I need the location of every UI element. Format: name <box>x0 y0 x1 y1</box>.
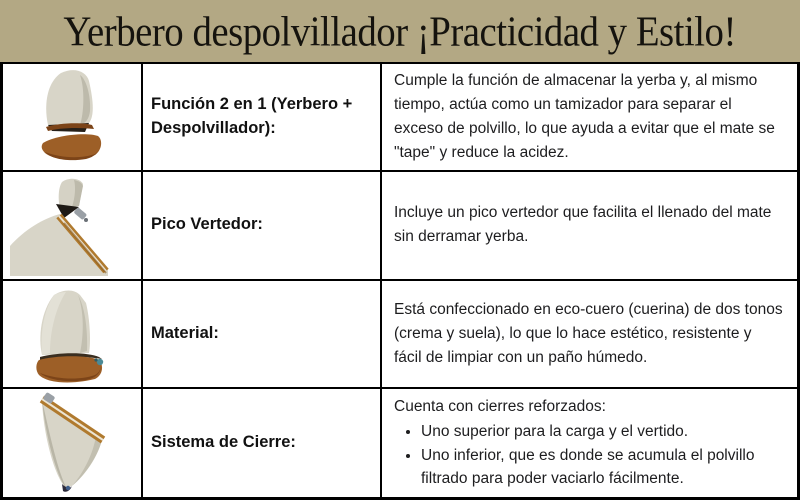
feature-bullet: • Uno superior para la carga y el vertido. <box>421 420 783 443</box>
table-row-2-desc-cell <box>382 172 797 280</box>
feature-label: Sistema de Cierre: <box>151 432 296 451</box>
feature-bullet: • Uno inferior, que es donde se acumula el polvillo filtrado para poder vaciarlo fácilmente. <box>421 444 783 491</box>
feature-description: Incluye un pico vertedor que facilita el llenado del mate sin derramar yerba. <box>394 204 772 246</box>
feature-description: Cuenta con cierres reforzados: <box>394 397 606 415</box>
pico-vertedor-photo <box>6 174 138 276</box>
table-row-2-photo-cell <box>3 172 143 280</box>
feature-bullet-list <box>394 420 783 491</box>
feature-description: Está confeccionado en eco-cuero (cuerina) de dos tonos (crema y suela), lo que lo hace estético, resistente y fácil de limpiar con un paño húmedo. <box>394 300 783 366</box>
table-row-2-label-cell <box>143 172 382 280</box>
table-row-1-desc-cell <box>382 64 797 172</box>
table-row-3-label-cell <box>143 281 382 389</box>
yerbero-open-bottom-photo <box>6 65 138 169</box>
feature-label: Pico Vertedor: <box>151 215 263 234</box>
table-row-4-photo-cell <box>3 389 143 497</box>
feature-description: Cumple la función de almacenar la yerba y, al mismo tiempo, actúa como un tamizador para separar el exceso de polvillo, lo que ayuda a evitar que el mate se "tape" y reduce la acidez. <box>394 72 775 162</box>
feature-label: Función 2 en 1 (Yerbero + Despolvillador): <box>151 95 353 138</box>
table-row-4-desc-cell <box>382 389 797 497</box>
feature-table <box>0 62 800 500</box>
table-row-3-desc-cell <box>382 281 797 389</box>
table-row-1-label-cell <box>143 64 382 172</box>
feature-label: Material: <box>151 323 219 342</box>
pouch-material-photo <box>6 283 138 385</box>
table-row-3-photo-cell <box>3 281 143 389</box>
pouch-zippers-photo <box>6 392 138 494</box>
table-row-1-photo-cell <box>3 64 143 172</box>
page-title: Yerbero despolvillador ¡Practicidad y Estilo! <box>63 7 737 55</box>
table-row-4-label-cell <box>143 389 382 497</box>
header-banner <box>0 0 800 62</box>
